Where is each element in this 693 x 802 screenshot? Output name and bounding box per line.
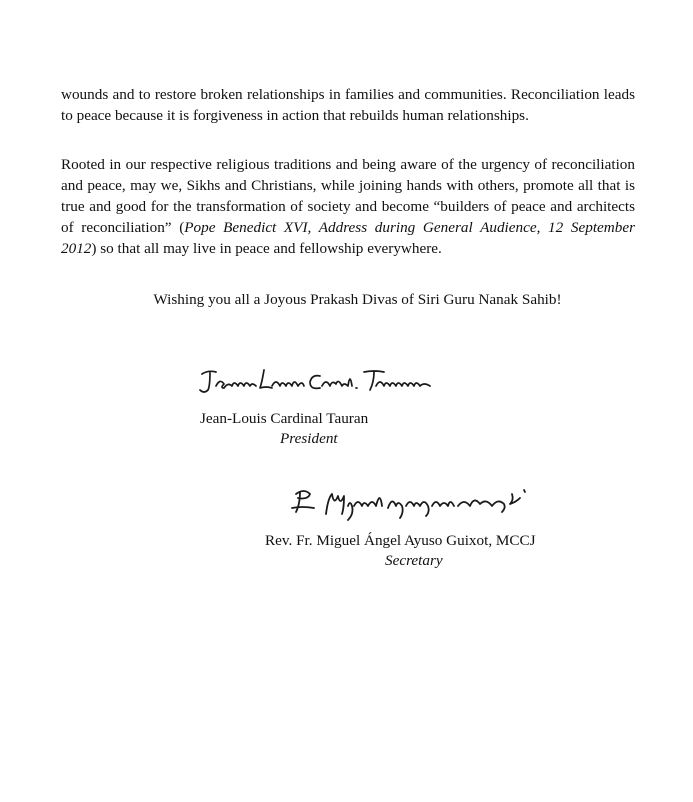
paragraph-reconciliation: wounds and to restore broken relationships in families and communities. Reconciliation leads to peace because it is forgiveness in action that rebuilds human relationships. bbox=[61, 86, 635, 124]
signatory-name-tauran: Jean-Louis Cardinal Tauran bbox=[200, 410, 369, 427]
signature-ayuso bbox=[288, 484, 542, 524]
paragraph-text-before-citation: Rooted in our respective religious traditions and being aware of the urgency of reconciliation and peace, may we, Sikhs and Christians, while joining hands with others, promote all that is true and good for the transformation of society and become “builders of peace and architects of reconciliation” ( bbox=[61, 156, 635, 236]
closing-wishes: Wishing you all a Joyous Prakash Divas of Siri Guru Nanak Sahib! bbox=[153, 291, 562, 308]
paragraph-text-after-citation: ) so that all may live in peace and fellowship everywhere. bbox=[91, 240, 442, 257]
signatory-title-secretary: Secretary bbox=[385, 552, 443, 569]
paragraph-rooted-traditions bbox=[61, 154, 635, 259]
citation-pope-benedict: Pope Benedict XVI, Address during General Audience, 12 September 2012 bbox=[61, 219, 635, 257]
signature-tauran bbox=[198, 364, 450, 398]
signatory-name-ayuso: Rev. Fr. Miguel Ángel Ayuso Guixot, MCCJ bbox=[265, 532, 536, 549]
signatory-title-president: President bbox=[280, 430, 338, 447]
